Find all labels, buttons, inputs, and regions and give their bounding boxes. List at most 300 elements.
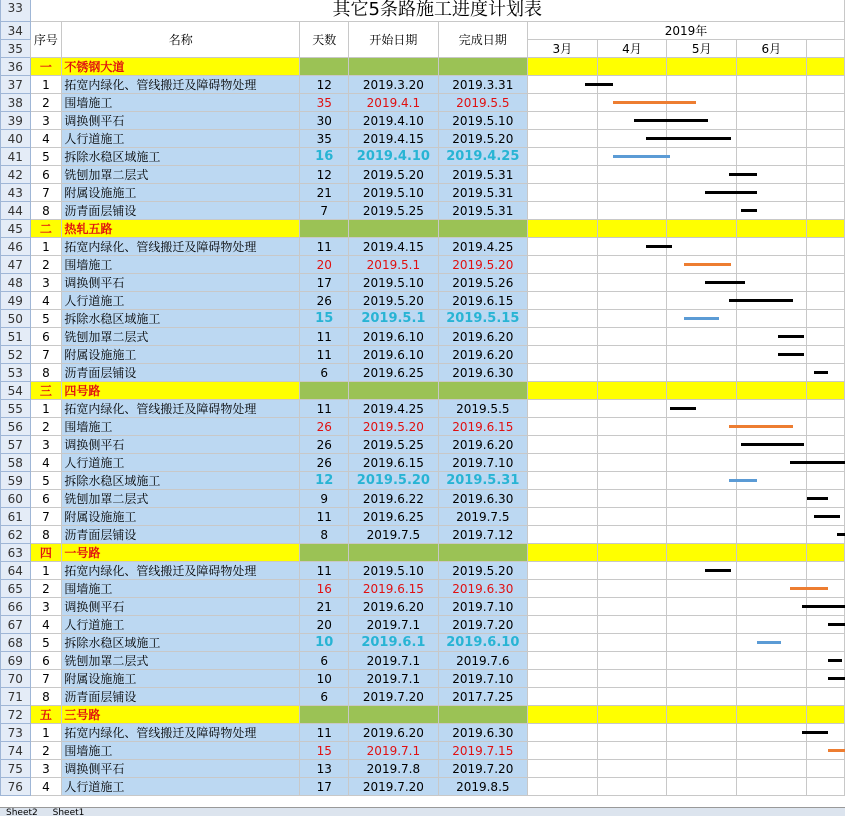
- gantt-cell[interactable]: [736, 274, 806, 292]
- gantt-cell[interactable]: [597, 760, 667, 778]
- row-header[interactable]: 72: [1, 706, 31, 724]
- task-name[interactable]: 调换侧平石: [62, 436, 300, 454]
- task-start[interactable]: [349, 184, 438, 202]
- cell[interactable]: [349, 58, 438, 76]
- gantt-cell[interactable]: [597, 346, 667, 364]
- task-start[interactable]: [349, 256, 438, 274]
- gantt-cell[interactable]: [667, 724, 737, 742]
- gantt-cell[interactable]: [806, 130, 844, 148]
- task-name[interactable]: 沥青面层铺设: [62, 526, 300, 544]
- section-title[interactable]: 三号路: [62, 706, 300, 724]
- task-end[interactable]: [438, 292, 527, 310]
- gantt-cell[interactable]: [806, 166, 844, 184]
- gantt-cell[interactable]: [597, 364, 667, 382]
- task-days[interactable]: [300, 202, 349, 220]
- task-name[interactable]: 附属设施施工: [62, 670, 300, 688]
- row-header[interactable]: 59: [1, 472, 31, 490]
- gantt-cell[interactable]: [736, 256, 806, 274]
- gantt-cell[interactable]: [528, 472, 598, 490]
- task-seq[interactable]: 4: [30, 130, 62, 148]
- gantt-cell[interactable]: [528, 94, 598, 112]
- header-month[interactable]: 5月: [667, 40, 737, 58]
- gantt-cell[interactable]: [528, 724, 598, 742]
- row-header[interactable]: 51: [1, 328, 31, 346]
- gantt-bar[interactable]: [828, 623, 845, 626]
- task-name[interactable]: 人行道施工: [62, 616, 300, 634]
- gantt-cell[interactable]: [667, 238, 737, 256]
- task-seq[interactable]: 2: [30, 580, 62, 598]
- gantt-cell[interactable]: [597, 418, 667, 436]
- header-month-next[interactable]: [806, 40, 844, 58]
- task-name[interactable]: 围墙施工: [62, 256, 300, 274]
- gantt-cell[interactable]: [667, 580, 737, 598]
- gantt-cell[interactable]: [597, 616, 667, 634]
- task-name[interactable]: 附属设施施工: [62, 508, 300, 526]
- cell[interactable]: [300, 544, 349, 562]
- gantt-bar[interactable]: [814, 371, 828, 374]
- gantt-cell[interactable]: [597, 292, 667, 310]
- gantt-cell[interactable]: [667, 364, 737, 382]
- gantt-cell[interactable]: [806, 706, 844, 724]
- row-header[interactable]: 39: [1, 112, 31, 130]
- gantt-cell[interactable]: [736, 364, 806, 382]
- task-end[interactable]: [438, 238, 527, 256]
- task-end[interactable]: [438, 148, 527, 166]
- gantt-cell[interactable]: [736, 94, 806, 112]
- gantt-bar[interactable]: [757, 641, 781, 644]
- row-header[interactable]: 63: [1, 544, 31, 562]
- task-end[interactable]: [438, 184, 527, 202]
- gantt-cell[interactable]: [806, 274, 844, 292]
- task-start[interactable]: [349, 490, 438, 508]
- gantt-cell[interactable]: [528, 634, 598, 652]
- gantt-cell[interactable]: [528, 436, 598, 454]
- task-end[interactable]: [438, 400, 527, 418]
- task-end[interactable]: [438, 202, 527, 220]
- task-start[interactable]: [349, 472, 438, 490]
- row-header[interactable]: 48: [1, 274, 31, 292]
- task-seq[interactable]: 4: [30, 616, 62, 634]
- task-end[interactable]: [438, 724, 527, 742]
- gantt-cell[interactable]: [597, 490, 667, 508]
- gantt-cell[interactable]: [806, 328, 844, 346]
- gantt-cell[interactable]: [528, 202, 598, 220]
- gantt-cell[interactable]: [667, 670, 737, 688]
- task-seq[interactable]: 4: [30, 454, 62, 472]
- task-name[interactable]: 沥青面层铺设: [62, 688, 300, 706]
- gantt-cell[interactable]: [806, 184, 844, 202]
- task-start[interactable]: [349, 400, 438, 418]
- gantt-cell[interactable]: [736, 742, 806, 760]
- gantt-cell[interactable]: [597, 328, 667, 346]
- task-name[interactable]: 拓宽内绿化、管线搬迁及障碍物处理: [62, 562, 300, 580]
- gantt-cell[interactable]: [528, 346, 598, 364]
- gantt-bar[interactable]: [828, 677, 845, 680]
- row-header[interactable]: 33: [1, 0, 31, 22]
- gantt-cell[interactable]: [597, 526, 667, 544]
- gantt-cell[interactable]: [597, 544, 667, 562]
- task-end[interactable]: [438, 634, 527, 652]
- task-days[interactable]: [300, 652, 349, 670]
- gantt-cell[interactable]: [806, 94, 844, 112]
- gantt-cell[interactable]: [736, 58, 806, 76]
- task-days[interactable]: [300, 634, 349, 652]
- gantt-cell[interactable]: [667, 220, 737, 238]
- row-header[interactable]: 64: [1, 562, 31, 580]
- section-number[interactable]: 三: [30, 382, 62, 400]
- task-start[interactable]: [349, 148, 438, 166]
- row-header[interactable]: 55: [1, 400, 31, 418]
- row-header[interactable]: 68: [1, 634, 31, 652]
- gantt-cell[interactable]: [597, 400, 667, 418]
- task-seq[interactable]: 8: [30, 526, 62, 544]
- task-name[interactable]: 调换侧平石: [62, 274, 300, 292]
- gantt-cell[interactable]: [597, 256, 667, 274]
- gantt-cell[interactable]: [667, 58, 737, 76]
- task-days[interactable]: [300, 76, 349, 94]
- gantt-cell[interactable]: [528, 706, 598, 724]
- task-end[interactable]: [438, 472, 527, 490]
- gantt-cell[interactable]: [806, 472, 844, 490]
- task-days[interactable]: [300, 274, 349, 292]
- row-header[interactable]: 57: [1, 436, 31, 454]
- gantt-cell[interactable]: [806, 400, 844, 418]
- task-start[interactable]: [349, 742, 438, 760]
- task-end[interactable]: [438, 526, 527, 544]
- row-header[interactable]: 70: [1, 670, 31, 688]
- gantt-cell[interactable]: [736, 760, 806, 778]
- gantt-cell[interactable]: [597, 454, 667, 472]
- task-end[interactable]: [438, 310, 527, 328]
- task-days[interactable]: [300, 580, 349, 598]
- row-header[interactable]: 60: [1, 490, 31, 508]
- task-seq[interactable]: 3: [30, 760, 62, 778]
- task-seq[interactable]: 5: [30, 634, 62, 652]
- gantt-cell[interactable]: [667, 616, 737, 634]
- row-header[interactable]: 45: [1, 220, 31, 238]
- gantt-cell[interactable]: [528, 238, 598, 256]
- gantt-cell[interactable]: [528, 760, 598, 778]
- task-days[interactable]: [300, 472, 349, 490]
- cell[interactable]: [300, 706, 349, 724]
- task-seq[interactable]: 1: [30, 76, 62, 94]
- task-name[interactable]: 附属设施施工: [62, 184, 300, 202]
- task-start[interactable]: [349, 436, 438, 454]
- task-name[interactable]: 沥青面层铺设: [62, 364, 300, 382]
- cell[interactable]: [349, 706, 438, 724]
- row-header[interactable]: 62: [1, 526, 31, 544]
- row-header[interactable]: 37: [1, 76, 31, 94]
- gantt-cell[interactable]: [528, 292, 598, 310]
- task-name[interactable]: 拓宽内绿化、管线搬迁及障碍物处理: [62, 724, 300, 742]
- task-end[interactable]: [438, 742, 527, 760]
- section-number[interactable]: 二: [30, 220, 62, 238]
- task-days[interactable]: [300, 166, 349, 184]
- task-seq[interactable]: 7: [30, 184, 62, 202]
- gantt-bar[interactable]: [613, 155, 670, 158]
- task-end[interactable]: [438, 562, 527, 580]
- task-days[interactable]: [300, 454, 349, 472]
- header-name[interactable]: 名称: [62, 22, 300, 58]
- gantt-cell[interactable]: [667, 544, 737, 562]
- gantt-cell[interactable]: [667, 598, 737, 616]
- task-seq[interactable]: 2: [30, 418, 62, 436]
- task-start[interactable]: [349, 364, 438, 382]
- task-name[interactable]: 铣刨加罩二层式: [62, 652, 300, 670]
- task-name[interactable]: 围墙施工: [62, 580, 300, 598]
- gantt-cell[interactable]: [528, 670, 598, 688]
- task-name[interactable]: 拆除水稳区域施工: [62, 310, 300, 328]
- task-days[interactable]: [300, 742, 349, 760]
- gantt-cell[interactable]: [736, 778, 806, 796]
- task-days[interactable]: [300, 310, 349, 328]
- task-end[interactable]: [438, 490, 527, 508]
- gantt-cell[interactable]: [597, 580, 667, 598]
- gantt-cell[interactable]: [597, 472, 667, 490]
- task-name[interactable]: 铣刨加罩二层式: [62, 328, 300, 346]
- gantt-bar[interactable]: [802, 605, 845, 608]
- task-end[interactable]: [438, 688, 527, 706]
- gantt-cell[interactable]: [667, 778, 737, 796]
- section-number[interactable]: 四: [30, 544, 62, 562]
- task-seq[interactable]: 7: [30, 670, 62, 688]
- gantt-cell[interactable]: [667, 148, 737, 166]
- task-days[interactable]: [300, 148, 349, 166]
- task-days[interactable]: [300, 670, 349, 688]
- task-days[interactable]: [300, 94, 349, 112]
- gantt-cell[interactable]: [528, 400, 598, 418]
- gantt-cell[interactable]: [736, 562, 806, 580]
- gantt-cell[interactable]: [597, 220, 667, 238]
- task-start[interactable]: [349, 292, 438, 310]
- gantt-cell[interactable]: [736, 382, 806, 400]
- gantt-cell[interactable]: [736, 526, 806, 544]
- section-title[interactable]: 不锈钢大道: [62, 58, 300, 76]
- gantt-cell[interactable]: [667, 490, 737, 508]
- gantt-cell[interactable]: [806, 148, 844, 166]
- row-header[interactable]: 61: [1, 508, 31, 526]
- task-start[interactable]: [349, 328, 438, 346]
- gantt-cell[interactable]: [528, 112, 598, 130]
- gantt-bar[interactable]: [729, 299, 793, 302]
- gantt-cell[interactable]: [528, 256, 598, 274]
- task-seq[interactable]: 8: [30, 688, 62, 706]
- task-name[interactable]: 调换侧平石: [62, 598, 300, 616]
- header-end[interactable]: 完成日期: [438, 22, 527, 58]
- task-name[interactable]: 人行道施工: [62, 778, 300, 796]
- task-name[interactable]: 围墙施工: [62, 742, 300, 760]
- task-start[interactable]: [349, 634, 438, 652]
- gantt-bar[interactable]: [741, 209, 758, 212]
- row-header[interactable]: 73: [1, 724, 31, 742]
- gantt-cell[interactable]: [667, 454, 737, 472]
- gantt-cell[interactable]: [736, 652, 806, 670]
- cell[interactable]: [438, 220, 527, 238]
- task-end[interactable]: [438, 112, 527, 130]
- task-name[interactable]: 拆除水稳区域施工: [62, 148, 300, 166]
- gantt-bar[interactable]: [778, 353, 804, 356]
- gantt-cell[interactable]: [806, 544, 844, 562]
- task-start[interactable]: [349, 310, 438, 328]
- cell[interactable]: [349, 382, 438, 400]
- gantt-cell[interactable]: [736, 616, 806, 634]
- gantt-cell[interactable]: [597, 652, 667, 670]
- gantt-bar[interactable]: [646, 245, 672, 248]
- gantt-cell[interactable]: [667, 292, 737, 310]
- task-start[interactable]: [349, 238, 438, 256]
- row-header[interactable]: 76: [1, 778, 31, 796]
- gantt-bar[interactable]: [670, 407, 696, 410]
- gantt-bar[interactable]: [684, 317, 719, 320]
- gantt-cell[interactable]: [667, 652, 737, 670]
- task-name[interactable]: 人行道施工: [62, 454, 300, 472]
- task-end[interactable]: [438, 346, 527, 364]
- gantt-cell[interactable]: [736, 544, 806, 562]
- gantt-cell[interactable]: [736, 598, 806, 616]
- task-seq[interactable]: 1: [30, 400, 62, 418]
- gantt-bar[interactable]: [802, 731, 828, 734]
- row-header[interactable]: 71: [1, 688, 31, 706]
- gantt-cell[interactable]: [528, 454, 598, 472]
- gantt-cell[interactable]: [528, 418, 598, 436]
- task-start[interactable]: [349, 130, 438, 148]
- task-name[interactable]: 铣刨加罩二层式: [62, 166, 300, 184]
- task-name[interactable]: 拓宽内绿化、管线搬迁及障碍物处理: [62, 238, 300, 256]
- task-name[interactable]: 围墙施工: [62, 94, 300, 112]
- row-header[interactable]: 35: [1, 40, 31, 58]
- gantt-bar[interactable]: [828, 749, 845, 752]
- row-header[interactable]: 38: [1, 94, 31, 112]
- task-seq[interactable]: 4: [30, 778, 62, 796]
- task-start[interactable]: [349, 346, 438, 364]
- section-title[interactable]: 四号路: [62, 382, 300, 400]
- task-start[interactable]: [349, 454, 438, 472]
- task-end[interactable]: [438, 616, 527, 634]
- gantt-cell[interactable]: [806, 634, 844, 652]
- cell[interactable]: [300, 382, 349, 400]
- gantt-cell[interactable]: [597, 742, 667, 760]
- task-name[interactable]: 铣刨加罩二层式: [62, 490, 300, 508]
- gantt-cell[interactable]: [806, 346, 844, 364]
- task-start[interactable]: [349, 580, 438, 598]
- task-name[interactable]: 沥青面层铺设: [62, 202, 300, 220]
- gantt-bar[interactable]: [585, 83, 613, 86]
- task-start[interactable]: [349, 76, 438, 94]
- header-days[interactable]: 天数: [300, 22, 349, 58]
- gantt-cell[interactable]: [736, 724, 806, 742]
- gantt-cell[interactable]: [597, 562, 667, 580]
- gantt-cell[interactable]: [667, 742, 737, 760]
- gantt-bar[interactable]: [646, 137, 731, 140]
- task-start[interactable]: [349, 670, 438, 688]
- task-end[interactable]: [438, 328, 527, 346]
- task-seq[interactable]: 6: [30, 490, 62, 508]
- row-header[interactable]: 75: [1, 760, 31, 778]
- row-header[interactable]: 41: [1, 148, 31, 166]
- task-seq[interactable]: 7: [30, 346, 62, 364]
- gantt-cell[interactable]: [806, 292, 844, 310]
- gantt-bar[interactable]: [729, 173, 757, 176]
- header-month[interactable]: 4月: [597, 40, 667, 58]
- gantt-cell[interactable]: [806, 238, 844, 256]
- gantt-bar[interactable]: [613, 101, 696, 104]
- gantt-bar[interactable]: [729, 479, 757, 482]
- task-end[interactable]: [438, 256, 527, 274]
- task-end[interactable]: [438, 130, 527, 148]
- gantt-cell[interactable]: [597, 670, 667, 688]
- task-start[interactable]: [349, 202, 438, 220]
- task-end[interactable]: [438, 166, 527, 184]
- gantt-cell[interactable]: [597, 58, 667, 76]
- cell[interactable]: [438, 382, 527, 400]
- gantt-cell[interactable]: [736, 688, 806, 706]
- row-header[interactable]: 52: [1, 346, 31, 364]
- task-days[interactable]: [300, 130, 349, 148]
- gantt-bar[interactable]: [790, 587, 828, 590]
- header-start[interactable]: 开始日期: [349, 22, 438, 58]
- gantt-bar[interactable]: [729, 425, 793, 428]
- task-days[interactable]: [300, 760, 349, 778]
- task-end[interactable]: [438, 598, 527, 616]
- task-name[interactable]: 拆除水稳区域施工: [62, 634, 300, 652]
- task-start[interactable]: [349, 112, 438, 130]
- task-seq[interactable]: 6: [30, 166, 62, 184]
- gantt-cell[interactable]: [667, 76, 737, 94]
- cell[interactable]: [438, 706, 527, 724]
- gantt-cell[interactable]: [528, 544, 598, 562]
- gantt-cell[interactable]: [806, 310, 844, 328]
- gantt-cell[interactable]: [528, 688, 598, 706]
- row-header[interactable]: 69: [1, 652, 31, 670]
- task-end[interactable]: [438, 670, 527, 688]
- task-start[interactable]: [349, 598, 438, 616]
- gantt-cell[interactable]: [528, 508, 598, 526]
- row-header[interactable]: 46: [1, 238, 31, 256]
- gantt-bar[interactable]: [778, 335, 804, 338]
- gantt-cell[interactable]: [667, 436, 737, 454]
- gantt-bar[interactable]: [807, 497, 828, 500]
- gantt-cell[interactable]: [667, 472, 737, 490]
- gantt-cell[interactable]: [806, 112, 844, 130]
- gantt-bar[interactable]: [828, 659, 842, 662]
- task-end[interactable]: [438, 508, 527, 526]
- gantt-cell[interactable]: [736, 670, 806, 688]
- task-start[interactable]: [349, 166, 438, 184]
- task-end[interactable]: [438, 760, 527, 778]
- gantt-cell[interactable]: [528, 562, 598, 580]
- gantt-cell[interactable]: [667, 760, 737, 778]
- gantt-cell[interactable]: [597, 688, 667, 706]
- row-header[interactable]: 47: [1, 256, 31, 274]
- task-end[interactable]: [438, 436, 527, 454]
- gantt-cell[interactable]: [667, 328, 737, 346]
- gantt-bar[interactable]: [684, 263, 731, 266]
- gantt-cell[interactable]: [667, 706, 737, 724]
- gantt-cell[interactable]: [736, 220, 806, 238]
- gantt-cell[interactable]: [667, 202, 737, 220]
- task-seq[interactable]: 6: [30, 328, 62, 346]
- gantt-cell[interactable]: [806, 688, 844, 706]
- gantt-cell[interactable]: [528, 778, 598, 796]
- gantt-cell[interactable]: [736, 130, 806, 148]
- row-header[interactable]: 58: [1, 454, 31, 472]
- task-start[interactable]: [349, 526, 438, 544]
- task-days[interactable]: [300, 184, 349, 202]
- task-name[interactable]: 人行道施工: [62, 130, 300, 148]
- task-days[interactable]: [300, 526, 349, 544]
- task-seq[interactable]: 5: [30, 472, 62, 490]
- gantt-cell[interactable]: [806, 220, 844, 238]
